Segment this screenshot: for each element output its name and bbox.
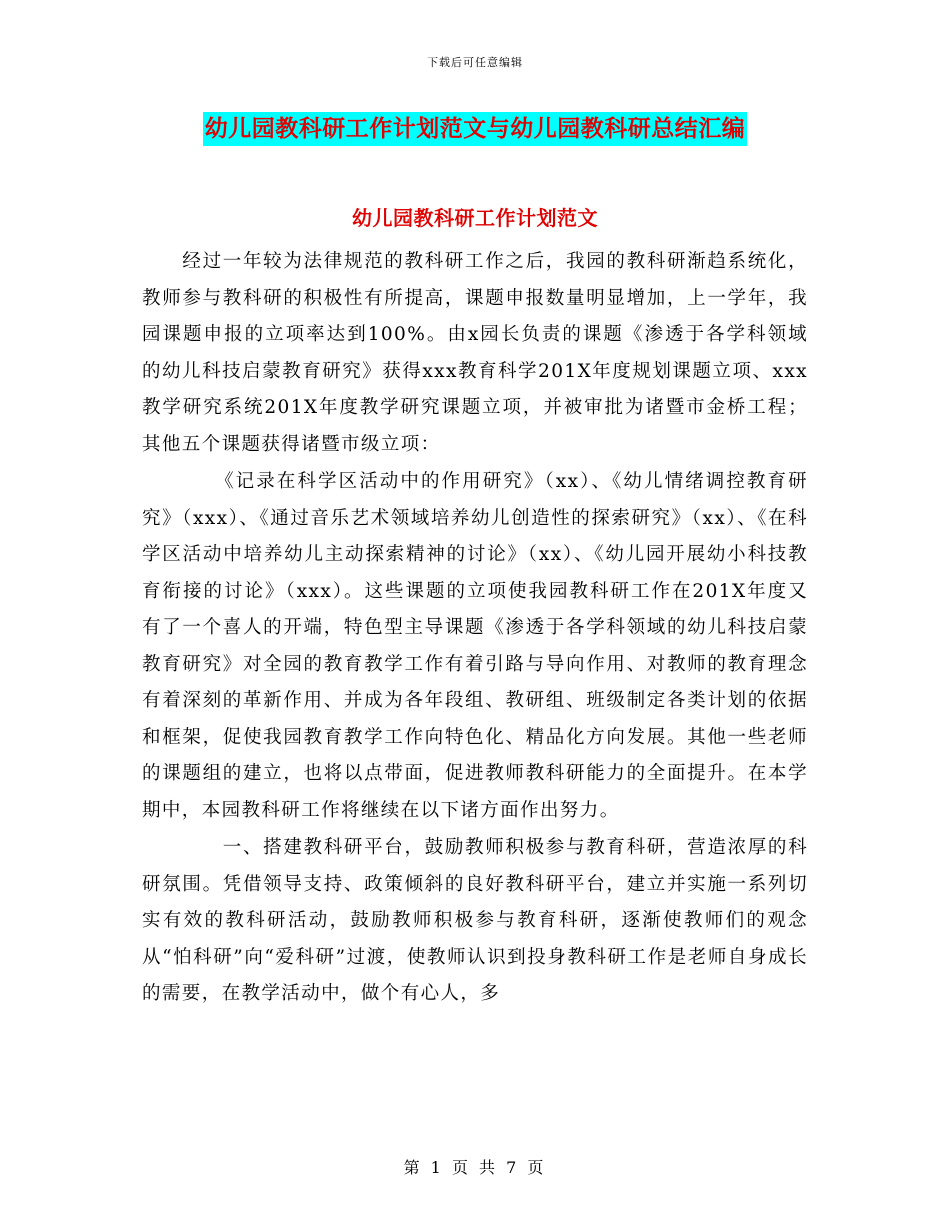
document-title-container (0, 112, 950, 146)
document-body (142, 244, 808, 1013)
document-title: 幼儿园教科研工作计划范文与幼儿园教科研总结汇编 (203, 112, 748, 146)
paragraph-point-one: 一、搭建教科研平台，鼓励教师积极参与教育科研，营造浓厚的科研氛围。凭借领导支持、政策倾斜的良好教科研平台，建立并实施一系列切实有效的教科研活动，鼓励教师积极参与教育科研，逐渐使教师们的观念从“怕科研”向“爱科研”过渡，使教师认识到投身教科研工作是老师自身成长的需要，在教学活动中，做个有心人，多 (142, 837, 808, 1004)
paragraph-projects: 《记录在科学区活动中的作用研究》（xx）、《幼儿情绪调控教育研究》（xxx）、《通过音乐艺术领域培养幼儿创造性的探索研究》（xx）、《在科学区活动中培养幼儿主动探索精神的讨论》（xx）、《幼儿园开展幼小科技教育衔接的讨论》（xxx）。这些课题的立项使我园教科研工作在201X年度又有了一个喜人的开端，特色型主导课题《渗透于各学科领域的幼儿科技启蒙教育研究》对全园的教育教学工作有着引路与导向作用、对教师的教育理念有着深刻的革新作用、并成为各年段组、教研组、班级制定各类计划的依据和框架，促使我园教育教学工作向特色化、精品化方向发展。其他一些老师的课题组的建立，也将以点带面，促进教师教科研能力的全面提升。在本学期中，本园教科研工作将继续在以下诸方面作出努力。 (142, 471, 808, 821)
section-title: 幼儿园教科研工作计划范文 (352, 206, 598, 230)
page-header-note: 下载后可任意编辑 (427, 56, 523, 69)
page-footer: 第 1 页 共 7 页 (403, 1158, 547, 1177)
paragraph-intro: 经过一年较为法律规范的教科研工作之后，我园的教科研渐趋系统化，教师参与教科研的积极性有所提高，课题申报数量明显增加，上一学年，我园课题申报的立项率达到100%。由x园长负责的课题《渗透于各学科领域的幼儿科技启蒙教育研究》获得xxx教育科学201X年度规划课题立项、xxx教学研究系统201X年度教学研究课题立项，并被审批为诸暨市金桥工程；其他五个课题获得诸暨市级立项： (142, 251, 808, 455)
